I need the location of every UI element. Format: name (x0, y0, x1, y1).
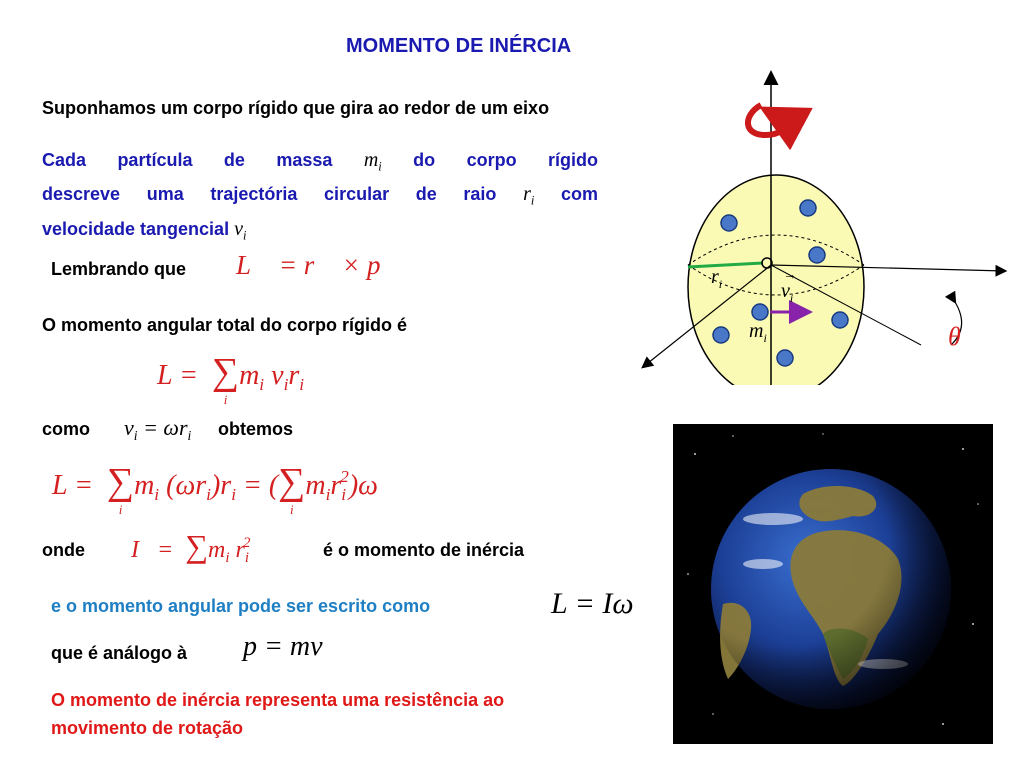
sum-formula: L = ∑ i $m_i$ $v_ir_i$ (157, 351, 305, 407)
para-line-2: descreve uma trajectória circular de raio $r_i$ com (42, 183, 598, 208)
para-line-1: Cada partícula de massa $m_i$ do corpo rígido (42, 149, 598, 174)
obtemos-label: obtemos (218, 419, 294, 439)
page-title: MOMENTO DE INÉRCIA (346, 35, 572, 57)
l-equals-i-omega: L = Iω (551, 587, 634, 620)
written-as-label: e o momento angular pode ser escrito como (51, 596, 431, 616)
inertia-label: é o momento de inércia (323, 540, 525, 560)
rotation-arrow (748, 105, 784, 135)
onde-label: onde (42, 540, 85, 560)
intro-text: Suponhamos um corpo rígido que gira ao redor de um eixo (42, 98, 550, 118)
como-label: como (42, 419, 91, 439)
particle (809, 247, 825, 263)
mi-label: $m_i$ (749, 320, 767, 345)
particle (777, 350, 793, 366)
ri-label: $r_i$ (711, 266, 723, 291)
para-line-3: velocidade tangencial $v_i$ (42, 217, 247, 242)
vi-arrow-mark: → (783, 268, 797, 283)
velocity-relation: $v_i = \omega r_i$ (124, 415, 192, 443)
theta-label: θ (948, 322, 961, 351)
particle (713, 327, 729, 343)
earth-shading (711, 469, 951, 709)
vi-label: $v_i$ (781, 280, 794, 305)
particle-paragraph (42, 146, 598, 249)
derived-formula: L = ∑ i $m_i$ $(\omega r_i)r_i$ = (∑ i $m_ir_i^2)\omega$ (52, 461, 378, 517)
conclusion-line-2: movimento de rotação (51, 718, 244, 738)
particle (721, 215, 737, 231)
angular-momentum-definition: L⃗ = r⃗ × p⃗ (236, 250, 402, 280)
conclusion-line-1: O momento de inércia representa uma resistência ao (51, 690, 505, 710)
analogous-label: que é análogo à (51, 643, 188, 663)
linear-momentum-formula: p = mv (243, 631, 323, 662)
inertia-formula: $I = \sum m_i$ $r_i^2$ (131, 528, 251, 567)
lembrando-label: Lembrando que (51, 259, 187, 279)
particle (832, 312, 848, 328)
rigid-body-diagram (625, 65, 1020, 385)
particle-mi (752, 304, 768, 320)
earth-image (673, 424, 993, 744)
total-angular-momentum-label: O momento angular total do corpo rígido é (42, 315, 408, 335)
particle (800, 200, 816, 216)
